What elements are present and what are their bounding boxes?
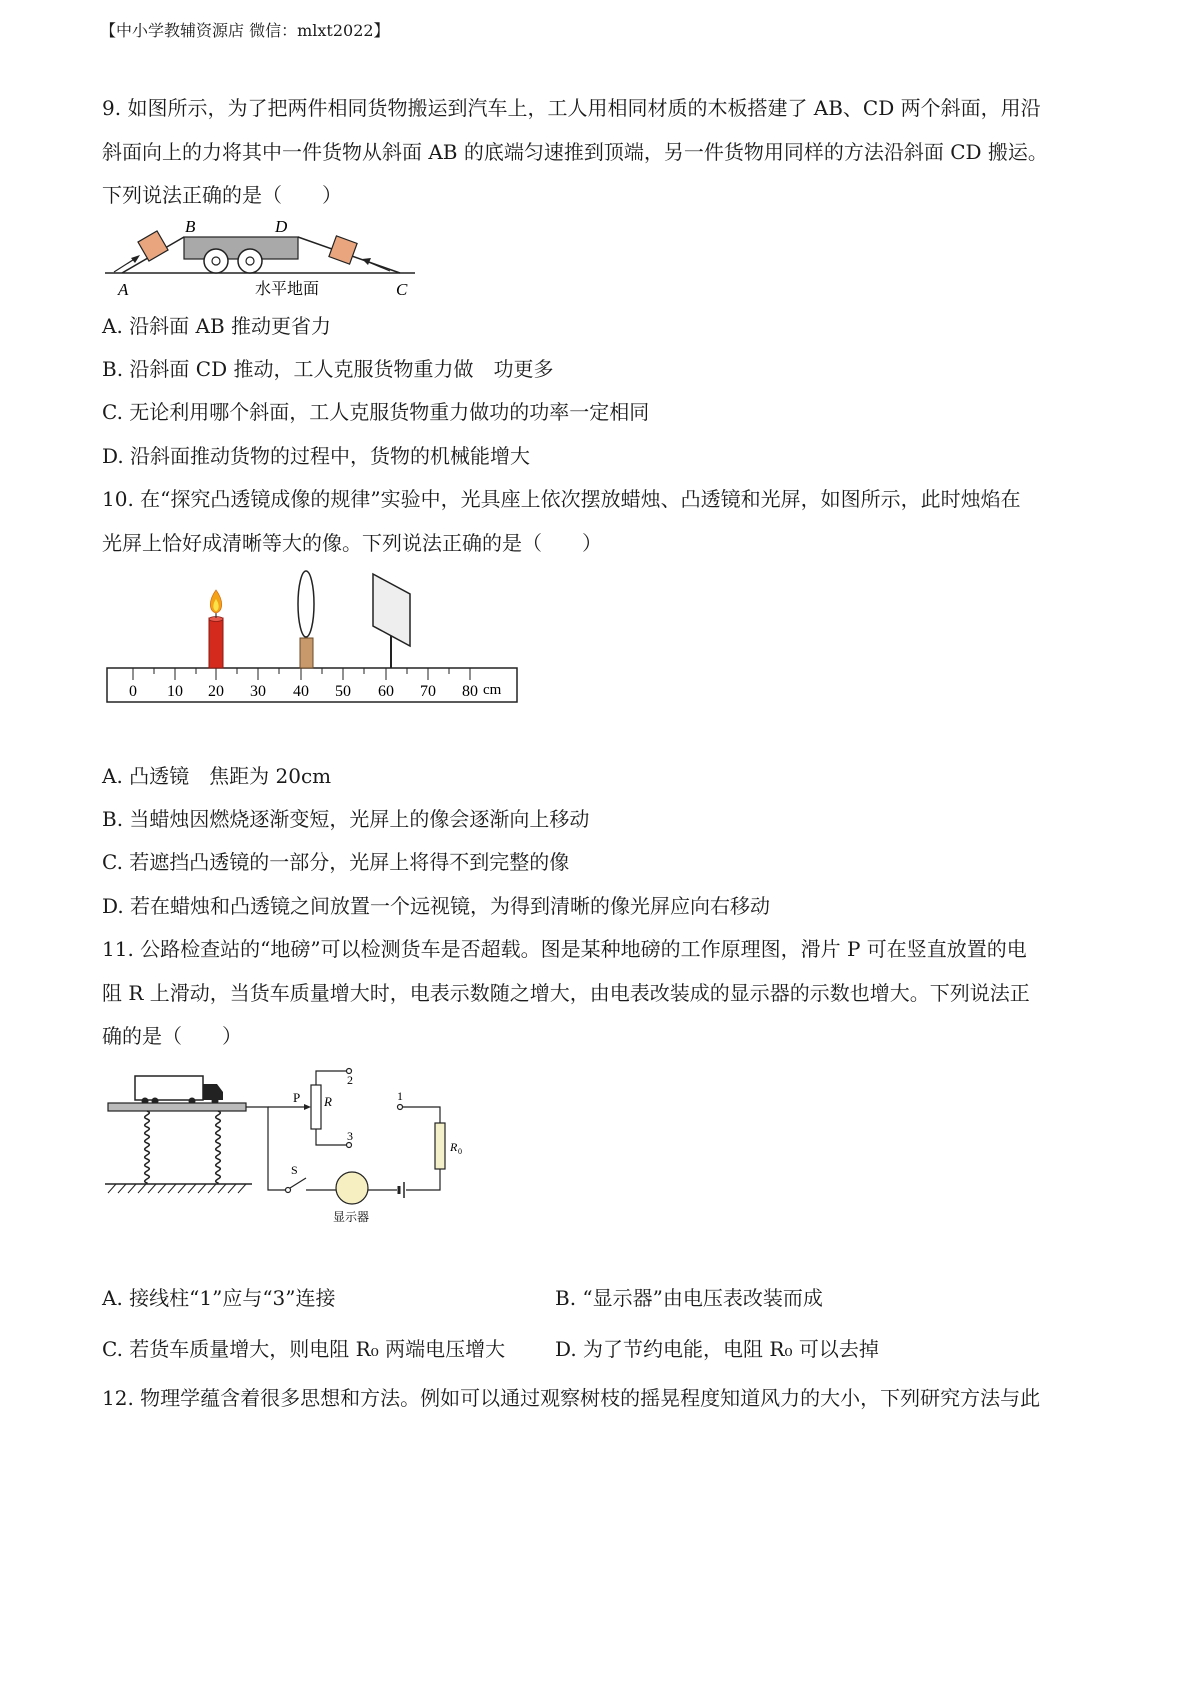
cargo-right [329,236,357,264]
light-screen [373,574,410,646]
q9-incline-figure [100,215,420,305]
ruler-labels [129,683,478,700]
label-terminal-3: 3 [347,1129,353,1143]
label-ground: 水平地面 [255,281,320,298]
q11-option-a: A. 接线柱“1”应与“3”连接 [102,1286,336,1310]
terminal-3 [347,1143,352,1148]
q10-optical-bench-figure [100,568,530,708]
q9-stem-line2: 斜面向上的力将其中一件货物从斜面 AB 的底端匀速推到顶端，另一件货物用同样的方法沿斜面 CD 搬运。 [102,140,1048,164]
convex-lens [298,571,314,637]
label-terminal-2: 2 [347,1073,353,1087]
label-s: S [291,1163,298,1177]
switch-s [286,1188,291,1193]
label-r0-sub: 0 [458,1147,462,1156]
spring-right [216,1111,221,1184]
display-meter [336,1172,368,1204]
q11-option-d: D. 为了节约电能，电阻 R₀ 可以去掉 [555,1337,879,1361]
q10-option-c: C. 若遮挡凸透镜的一部分，光屏上将得不到完整的像 [102,850,570,874]
tick-20: 20 [208,683,224,700]
q11-stem-line1: 11. 公路检查站的“地磅”可以检测货车是否超载。图是某种地磅的工作原理图，滑片 P 可在竖直放置的电 [102,937,1027,961]
tick-50: 50 [335,683,351,700]
label-d: D [275,217,288,236]
label-a: A [118,280,129,299]
label-display: 显示器 [333,1210,370,1224]
q11-stem-line2: 阻 R 上滑动，当货车质量增大时，电表示数随之增大，由电表改装成的显示器的示数也增大。下列说法正 [102,981,1030,1005]
q9-option-d: D. 沿斜面推动货物的过程中，货物的机械能增大 [102,444,531,468]
label-c: C [396,280,408,299]
truck-cab [203,1084,223,1100]
q10-stem-line2: 光屏上恰好成清晰等大的像。下列说法正确的是（ ） [102,531,602,555]
tick-30: 30 [250,683,266,700]
spring-left [145,1111,150,1184]
candle [209,618,223,668]
tick-10: 10 [167,683,183,700]
q9-stem-line3: 下列说法正确的是（ ） [102,183,342,207]
q12-stem-line1: 12. 物理学蕴含着很多思想和方法。例如可以通过观察树枝的摇晃程度知道风力的大小，下列研究方法与此 [102,1386,1041,1410]
q9-option-a: A. 沿斜面 AB 推动更省力 [102,314,332,338]
label-r: R [324,1094,332,1109]
tick-80: 80 [462,683,478,700]
unit-cm: cm [483,682,502,698]
lens-holder [300,638,313,668]
q10-option-b: B. 当蜡烛因燃烧逐渐变短，光屏上的像会逐渐向上移动 [102,807,590,831]
tick-70: 70 [420,683,436,700]
push-arrow-left [131,255,140,263]
cargo-left [138,231,168,261]
tick-0: 0 [129,683,137,700]
q10-option-a: A. 凸透镜 焦距为 20cm [102,764,332,788]
slider-p-arrow [304,1104,311,1110]
q9-option-c: C. 无论利用哪个斜面，工人克服货物重力做功的功率一定相同 [102,400,650,424]
q11-option-b: B. “显示器”由电压表改装而成 [555,1286,823,1310]
truck-trailer [135,1076,203,1100]
scale-platform [108,1103,246,1111]
tick-60: 60 [378,683,394,700]
page-header: 【中小学教辅资源店 微信：mlxt2022】 [100,21,390,40]
q10-stem-line1: 10. 在“探究凸透镜成像的规律”实验中，光具座上依次摆放蜡烛、凸透镜和光屏，如图所示，此时烛焰在 [102,487,1021,511]
q9-stem-line1: 9. 如图所示，为了把两件相同货物搬运到汽车上，工人用相同材质的木板搭建了 AB、CD 两个斜面，用沿 [102,96,1041,120]
resistor-r [311,1085,321,1129]
resistor-r0 [435,1123,445,1169]
terminal-1 [398,1105,403,1110]
q11-option-c: C. 若货车质量增大，则电阻 R₀ 两端电压增大 [102,1337,506,1361]
label-b: B [185,217,196,236]
label-r0: R [450,1140,458,1154]
label-terminal-1: 1 [397,1089,403,1103]
q9-option-b: B. 沿斜面 CD 推动，工人克服货物重力做 功更多 [102,357,554,381]
label-p: P [293,1090,301,1105]
q11-stem-line3: 确的是（ ） [102,1024,242,1048]
q10-option-d: D. 若在蜡烛和凸透镜之间放置一个远视镜，为得到清晰的像光屏应向右移动 [102,894,771,918]
tick-40: 40 [293,683,309,700]
q11-circuit-figure [100,1058,480,1233]
